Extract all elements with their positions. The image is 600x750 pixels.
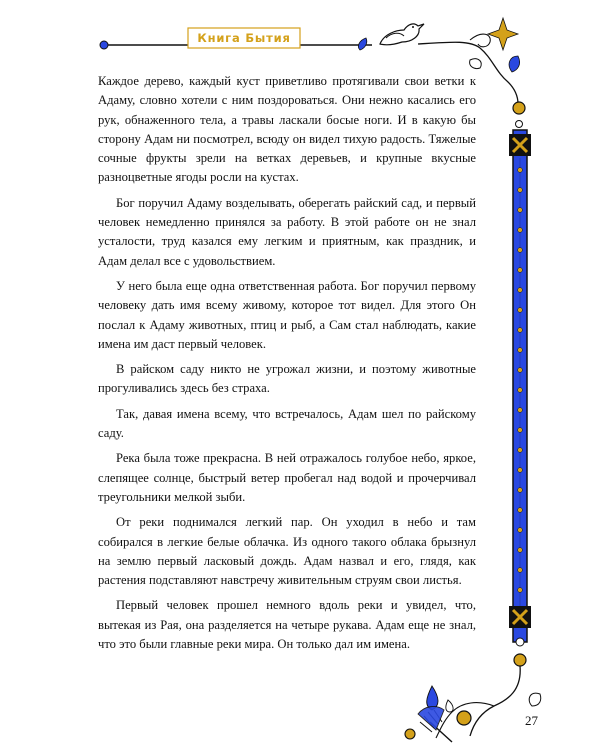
pillar-dot [518, 448, 523, 453]
body-text [98, 72, 476, 660]
pillar-dot [518, 288, 523, 293]
pillar-dot [518, 228, 523, 233]
star-icon [488, 18, 518, 50]
pillar-top-cap-icon [509, 134, 531, 156]
header-title: Книга Бытия [197, 31, 291, 45]
pillar-dot [518, 408, 523, 413]
pillar-dot [518, 568, 523, 573]
header-leaf-icon [358, 38, 366, 50]
bird-icon [380, 24, 424, 45]
top-small-bead [516, 121, 523, 128]
pillar-dot [518, 328, 523, 333]
paragraph: Река была тоже прекрасна. В ней отражалось голубое небо, яркое, слепящее солнце, быстрый ветер пробегал над водой и прочерчивал треугольники мелкой зыби. [98, 451, 476, 504]
paragraph: Бог поручил Адаму возделывать, оберегать райский сад, и первый человек немедленно принялся за работу. В этой работе он не знал усталости, труд казался ему легким и приятным, как праздник, и Адам делал все с удовольствием. [98, 195, 476, 268]
paragraph: Каждое дерево, каждый куст приветливо протягивали свои ветки к Адаму, словно хотели с ним поздороваться. Они нежно касались его рук, обнаженного тела, а травы ласкали босые ноги. И в какую бы сторону Адам ни посмотрел, всюду он видел тихую радость. Тяжелые сочные фрукты зрели на ветках деревьев, и крупные вкусные разноцветные ягоды росли на кустах. [98, 74, 476, 185]
paragraph: Так, давая имена всему, что встречалось, Адам шел по райскому саду. [98, 406, 476, 441]
pillar-dot [518, 348, 523, 353]
pillar-dot [518, 248, 523, 253]
pillar-dot [518, 168, 523, 173]
pillar-dot [518, 548, 523, 553]
pillar-dot [518, 528, 523, 533]
pillar-dot [518, 308, 523, 313]
gold-orb-small [405, 729, 415, 739]
bottom-bead [514, 654, 526, 666]
quill-icon [418, 707, 452, 742]
header-dot [100, 41, 108, 49]
pillar-dot [518, 268, 523, 273]
pillar-dot [518, 508, 523, 513]
pillar-dot [518, 188, 523, 193]
pillar-bottom-cap-icon [509, 606, 531, 628]
pillar-dot [518, 588, 523, 593]
pillar-dot [518, 208, 523, 213]
paragraph: В райском саду никто не угрожал жизни, и поэтому животные прогуливались здесь без страха. [98, 362, 476, 396]
small-drop-icon [446, 700, 453, 712]
top-leaf-icon [509, 56, 519, 72]
paragraph: У него была еще одна ответственная работа. Бог поручил первому человеку дать имя всему живому, которое тот видел. Для этого Он послал к Адаму животных, птиц и рыб, а Сам стал наблюдать, какие имена им даст первый человек. [98, 278, 476, 351]
bottom-small-bead [516, 638, 524, 646]
bottom-bud-icon [529, 693, 541, 706]
pillar-dot [518, 388, 523, 393]
pillar-dot [518, 428, 523, 433]
pillar-dot [518, 488, 523, 493]
paragraph: От реки поднимался легкий пар. Он уходил в небо и там собирался в легкие белые облачка. Из одного такого облака брызнул на землю первый ласковый дождь. Адам назвал и его, глядя, как растения подставляют навстречу живительным струям свои листья. [98, 515, 476, 588]
pillar-dot [518, 468, 523, 473]
gold-orb [457, 711, 471, 725]
pillar-dot [518, 368, 523, 373]
top-bead [513, 102, 525, 114]
paragraph: Первый человек прошел немного вдоль реки и увидел, что, вытекая из Рая, она разделяется на четыре рукава. Адам еще не знал, что это были главные реки мира. Он только дал им имена. [98, 598, 476, 652]
top-bud-icon [470, 59, 482, 69]
page-number: 27 [525, 713, 538, 728]
